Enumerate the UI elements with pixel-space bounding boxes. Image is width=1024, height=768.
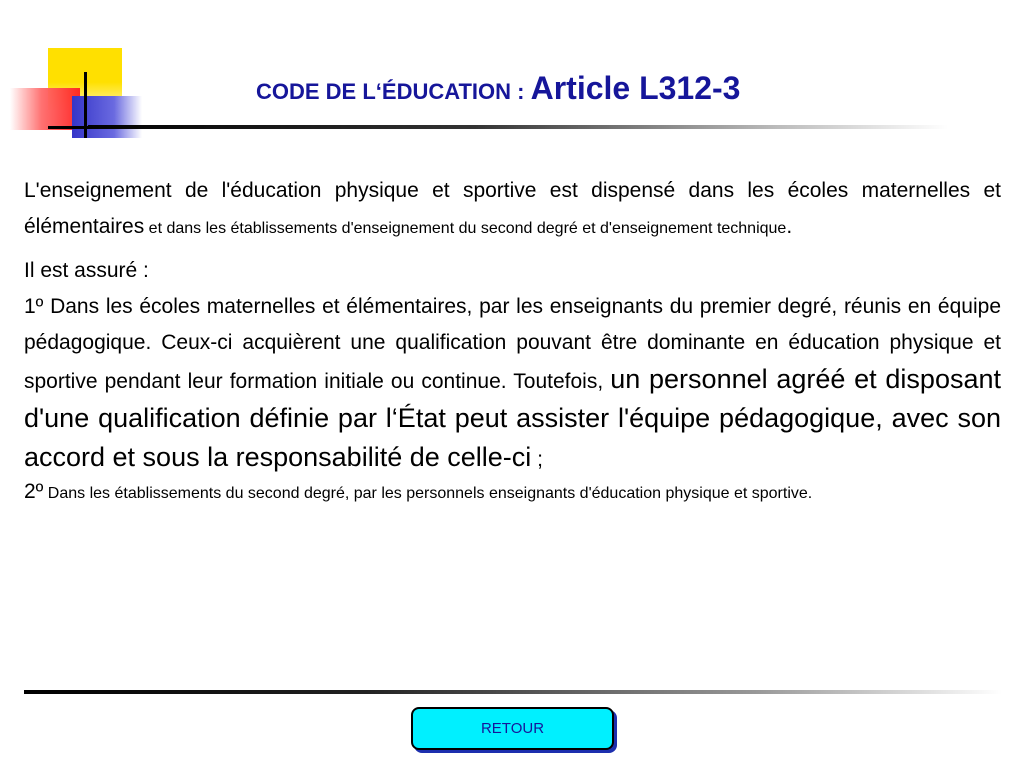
item-1-continued: pendant leur formation initiale ou continue. Toutefois, (97, 370, 611, 393)
logo-horizontal-line (48, 126, 88, 129)
paragraph-1 (24, 174, 1001, 246)
paragraph-2 (24, 254, 1001, 479)
paragraph-2-intro: Il est assuré : (24, 259, 149, 282)
page-title (256, 70, 976, 107)
top-divider (88, 125, 948, 129)
article-text (24, 174, 1001, 507)
paragraph-1-end: . (786, 215, 793, 238)
bottom-divider (24, 690, 1002, 694)
logo-red-bar (10, 88, 80, 130)
item-1-end: ; (531, 448, 543, 471)
title-article: Article L312-3 (530, 70, 741, 106)
item-2-text: Dans les établissements du second degré, par les personnels enseignants d'éducation physique et sportive. (43, 485, 813, 502)
paragraph-3 (24, 479, 1001, 507)
item-1-text: 1º Dans les écoles maternelles et élémentaires, par les enseignants du premier degré, réunis en équipe pédagogique. Ceux-ci acquièrent une qualification pouvant être dominante en éducation physique et sportive (24, 295, 1001, 393)
item-1-emphasis: un personnel agréé et disposant d'une qualification définie par l‘État peut assister l'équipe pédagogique, avec son accord et sous la responsabilité de celle-ci (24, 364, 1001, 472)
item-2-number: 2º (24, 480, 44, 503)
retour-button[interactable]: RETOUR (411, 707, 614, 750)
logo-blue-bar (72, 96, 142, 138)
paragraph-1-main: L'enseignement de l'éducation physique et sportive est dispensé dans les écoles maternelles et élémentaires (24, 179, 1001, 238)
paragraph-1-detail: et dans les établissements d'enseignement du second degré et d'enseignement technique (144, 220, 787, 237)
title-prefix: CODE DE L‘ÉDUCATION : (256, 79, 531, 104)
